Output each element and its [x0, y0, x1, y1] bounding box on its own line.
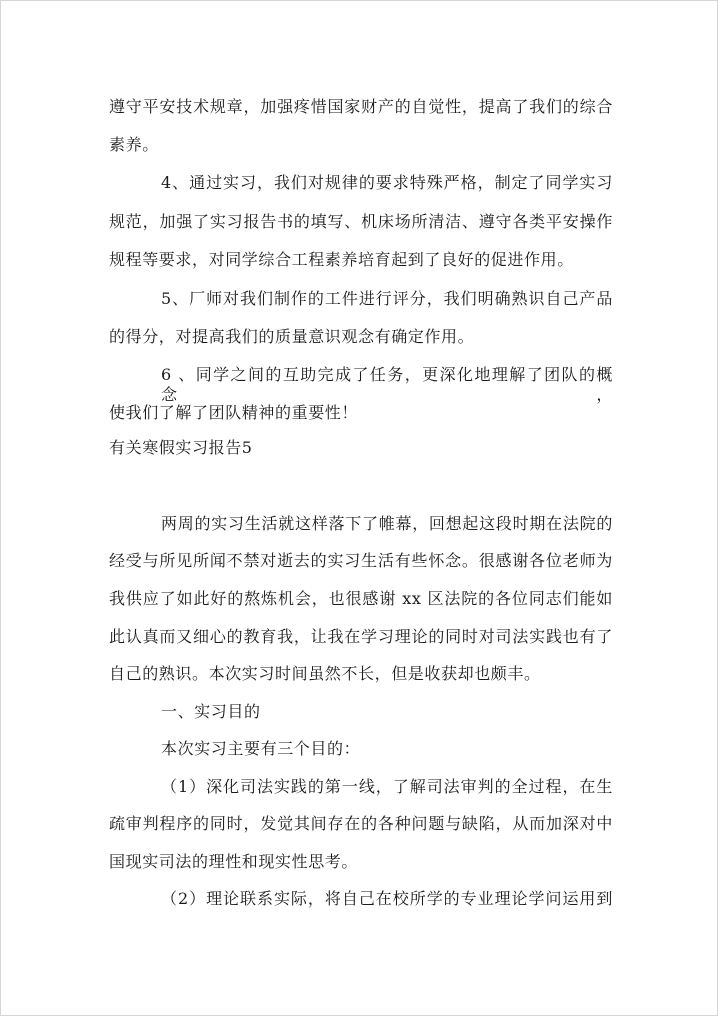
paragraph-line: 素养。 — [109, 135, 159, 154]
paragraph-line: 两周的实习生活就这样落下了帷幕，回想起这段时期在法院的 — [161, 514, 613, 533]
section-heading: 有关寒假实习报告5 — [109, 438, 253, 457]
subsection-heading: 一、实习目的 — [161, 702, 261, 721]
paragraph-line: 使我们了解了团队精神的重要性！ — [109, 403, 359, 422]
paragraph-line: 4、通过实习，我们对规律的要求特殊严格，制定了同学实习 — [161, 173, 613, 192]
paragraph-line: 我供应了如此好的熬炼机会，也很感谢 xx 区法院的各位同志们能如 — [109, 589, 613, 608]
paragraph-line: 国现实司法的理性和现实性思考。 — [109, 852, 359, 871]
paragraph-line: 的得分，对提高我们的质量意识观念有确定作用。 — [109, 327, 475, 346]
paragraph-line: 规程等要求，对同学综合工程素养培育起到了良好的促进作用。 — [109, 250, 574, 269]
paragraph-line: （1）深化司法实践的第一线，了解司法审判的全过程，在生 — [161, 777, 613, 796]
paragraph-line: 经受与所见所闻不禁对逝去的实习生活有些怀念。很感谢各位老师为 — [109, 551, 613, 570]
paragraph-line: 6 、同学之间的互助完成了任务，更深化地理解了团队的概念， — [161, 365, 613, 404]
paragraph-line: 此认真而又细心的教育我，让我在学习理论的同时对司法实践也有了 — [109, 627, 613, 646]
paragraph-line: 本次实习主要有三个目的： — [161, 739, 361, 758]
paragraph-line: （2）理论联系实际，将自己在校所学的专业理论学问运用到 — [161, 889, 613, 908]
paragraph-line: 规范，加强了实习报告书的填写、机床场所清洁、遵守各类平安操作 — [109, 212, 613, 231]
paragraph-line: 自己的熟识。本次实习时间虽然不长，但是收获却也颇丰。 — [109, 664, 541, 683]
paragraph-line: 疏审判程序的同时，发觉其间存在的各种问题与缺陷，从而加深对中 — [109, 814, 613, 833]
paragraph-line: 遵守平安技术规章，加强疼惜国家财产的自觉性，提高了我们的综合 — [109, 97, 613, 116]
paragraph-line: 5、厂师对我们制作的工件进行评分，我们明确熟识自己产品 — [161, 289, 613, 308]
